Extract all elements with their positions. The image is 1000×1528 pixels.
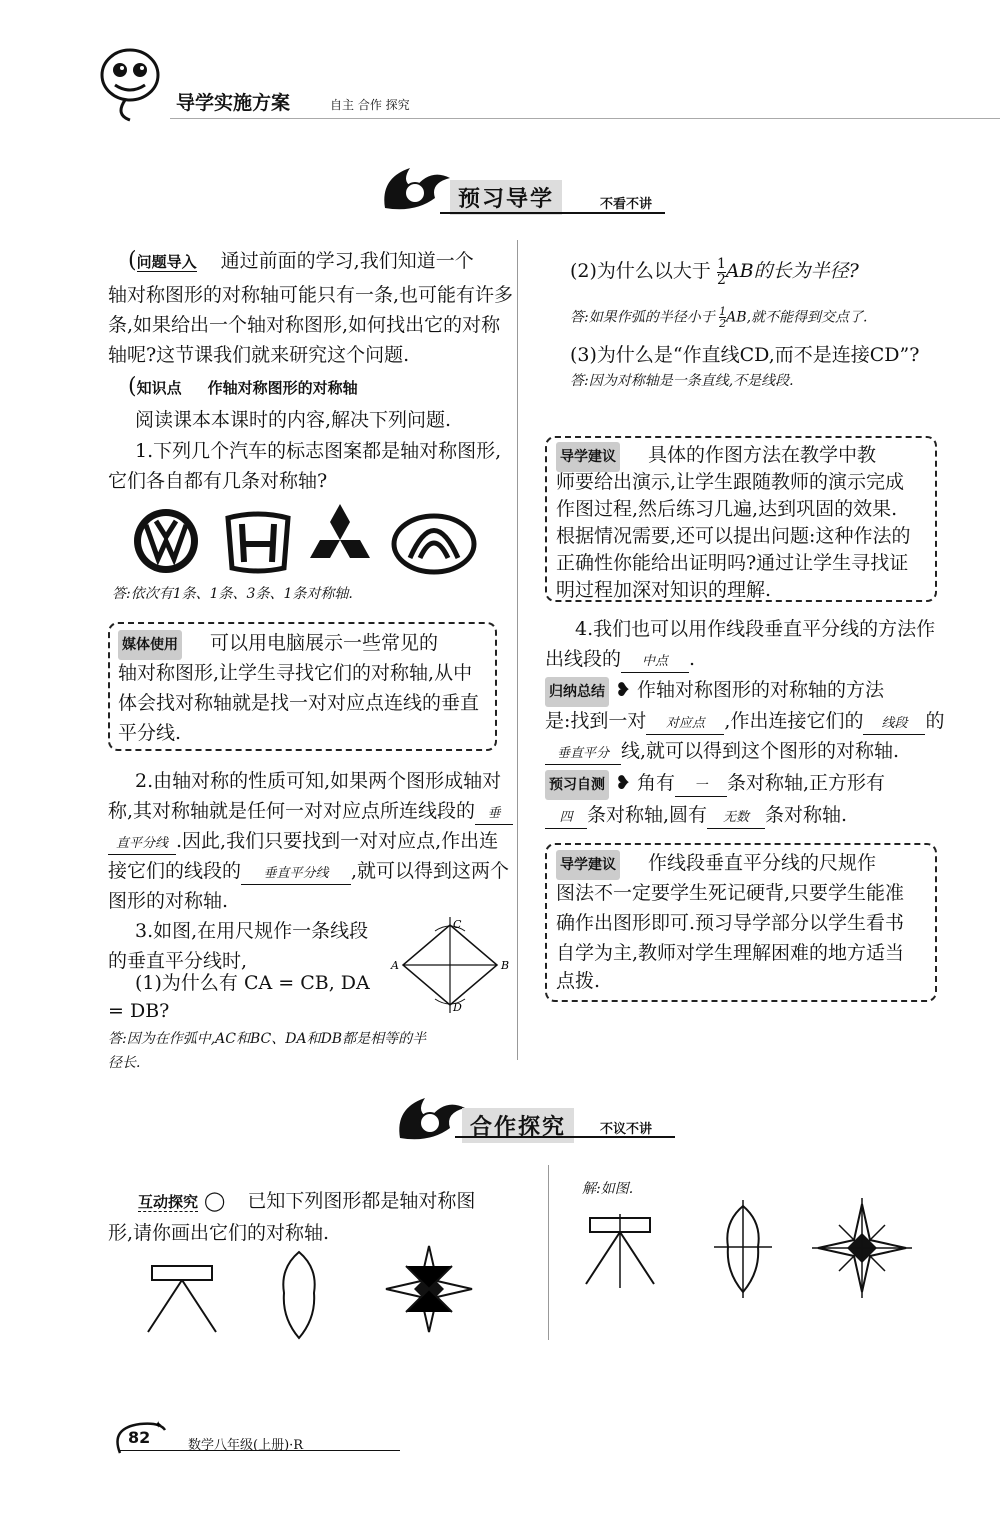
knowledge-read: 阅读课本本课时的内容,解决下列问题. xyxy=(135,409,452,431)
flame-icon xyxy=(375,158,455,218)
q1-answer: 答:依次有1条、1条、3条、1条对称轴. xyxy=(112,586,353,602)
roewe-logo-icon xyxy=(390,508,480,578)
right-ans2 xyxy=(570,306,867,329)
right-ans3: 答:因为对称轴是一条直线,不是线段. xyxy=(570,373,794,389)
advice2-line: 确作出图形即可.预习导学部分以学生看书 xyxy=(556,912,905,934)
knowledge-heading: (知识点 作轴对称图形的对称轴 xyxy=(128,374,358,399)
selftest-label: 预习自测 xyxy=(545,770,609,800)
q2-blank: 直平分线 xyxy=(108,834,176,855)
q2-blank: 垂 xyxy=(475,804,513,825)
header-rule xyxy=(170,118,1000,119)
intro-line: 条,如果给出一个轴对称图形,如何找出它的对称 xyxy=(108,314,501,336)
section1-title: 预习导学 xyxy=(450,180,562,215)
frac-den: 2 xyxy=(716,271,726,288)
media-line: 轴对称图形,让学生寻找它们的对称轴,从中 xyxy=(118,662,473,684)
intro-block: (问题导入 通过前面的学习,我们知道一个 xyxy=(128,248,474,273)
right-ans2-text: AB,就不能得到交点了. xyxy=(726,309,868,326)
q2-line: 图形的对称轴. xyxy=(108,890,229,912)
media-line: 平分线. xyxy=(118,722,182,744)
q4-line: 出线段的 中点 . xyxy=(545,644,695,674)
point-d-label: D xyxy=(453,1001,462,1014)
star-shape-figure xyxy=(384,1244,474,1334)
mitsubishi-logo-icon xyxy=(302,502,378,574)
header-title: 导学实施方案 xyxy=(176,92,291,114)
q2-text: .因此,我们只要找到一对对应点,作出连 xyxy=(176,830,499,852)
knowledge-title: 作轴对称图形的对称轴 xyxy=(207,379,358,397)
advice2-first-line xyxy=(556,848,876,880)
summary-line xyxy=(545,706,944,736)
star-shape-solution xyxy=(812,1198,912,1298)
right-q2-text: AB的长为半径? xyxy=(725,260,859,282)
selftest-text: 角有 xyxy=(637,772,676,794)
advice1-line: 明过程加深对知识的理解. xyxy=(556,579,772,601)
section2-title: 合作探究 xyxy=(462,1108,574,1143)
summary-label: 归纳总结 xyxy=(545,677,609,707)
point-c-label: C xyxy=(453,918,462,931)
column-divider xyxy=(548,1165,549,1340)
summary-text: ,作出连接它们的 xyxy=(724,710,864,732)
q4-text: 出线段的 xyxy=(545,648,622,670)
page-number: 82 xyxy=(128,1428,151,1447)
house-shape-solution xyxy=(578,1214,668,1289)
q3-line: 3.如图,在用尺规作一条线段 xyxy=(135,920,369,942)
q2-text: 称,其对称轴就是任何一对对应点所连线段的 xyxy=(108,800,476,822)
point-b-label: B xyxy=(501,959,510,972)
point-a-label: A xyxy=(391,959,399,972)
advice2-line: 点拨. xyxy=(556,970,601,992)
perpendicular-bisector-figure xyxy=(385,915,515,1015)
advice1-label: 导学建议 xyxy=(556,442,620,472)
advice1-line: 作图过程,然后练习几遍,达到巩固的效果. xyxy=(556,498,898,520)
frac-num: 1 xyxy=(719,305,727,318)
advice1-line: 师要给出演示,让学生跟随教师的演示完成 xyxy=(556,471,905,493)
explore-solution: 解:如图. xyxy=(582,1181,634,1197)
section2-rule xyxy=(455,1136,675,1138)
q3-answer: 答:因为在作弧中,AC和BC、DA和DB都是相等的半 xyxy=(108,1031,427,1047)
intro-label: 问题导入 xyxy=(136,253,197,271)
media-label: 媒体使用 xyxy=(118,630,182,660)
right-ans2-text: 答:如果作弧的半径小于 xyxy=(570,309,715,326)
q3-sub: (1)为什么有 CA = CB, DA xyxy=(135,972,370,994)
advice2-line: 作线段垂直平分线的尺规作 xyxy=(648,852,877,874)
media-line: 体会找对称轴就是找一对对应点连线的垂直 xyxy=(118,692,480,714)
media-line: 可以用电脑展示一些常见的 xyxy=(210,632,439,654)
column-divider xyxy=(517,240,518,1060)
explore-text: 已知下列图形都是轴对称图 xyxy=(247,1190,476,1212)
advice2-label: 导学建议 xyxy=(556,850,620,880)
mascot-icon xyxy=(95,40,165,125)
selftest-line: 预习自测 ❥ 角有 一 条对称轴,正方形有 xyxy=(545,768,885,800)
selftest-blank: 四 xyxy=(545,808,587,829)
intro-line: 轴呢?这节课我们就来研究这个问题. xyxy=(108,344,410,366)
selftest-blank: 一 xyxy=(675,776,727,797)
advice1-line: 根据情况需要,还可以提出问题:这种作法的 xyxy=(556,525,911,547)
right-q2-text: (2)为什么以大于 xyxy=(570,260,711,282)
frac-num: 1 xyxy=(716,255,726,272)
intro-line: 轴对称图形的对称轴可能只有一条,也可能有许多 xyxy=(108,284,514,306)
summary-text: 线,就可以得到这个图形的对称轴. xyxy=(621,740,900,762)
q2-text: ,就可以得到这两个 xyxy=(351,860,510,882)
advice2-line: 自学为主,教师对学生理解困难的地方适当 xyxy=(556,942,905,964)
footer-rule xyxy=(120,1450,400,1451)
right-q3: (3)为什么是“作直线CD,而不是连接CD”? xyxy=(570,344,920,366)
selftest-text: 条对称轴,圆有 xyxy=(587,804,708,826)
advice2-line: 图法不一定要学生死记硬背,只要学生能准 xyxy=(556,882,905,904)
summary-text: 作轴对称图形的对称轴的方法 xyxy=(637,679,885,701)
selftest-text: 条对称轴,正方形有 xyxy=(727,772,886,794)
house-shape-figure xyxy=(140,1262,225,1337)
q2-line xyxy=(108,856,509,886)
advice1-line: 正确性你能给出证明吗?通过让学生寻找证 xyxy=(556,552,909,574)
summary-line xyxy=(545,736,899,766)
explore-text: 形,请你画出它们的对称轴. xyxy=(108,1222,330,1244)
knowledge-label: 知识点 xyxy=(136,379,182,397)
section1-rule xyxy=(440,212,665,214)
intro-line: 通过前面的学习,我们知道一个 xyxy=(220,250,474,272)
honda-logo-icon xyxy=(220,510,300,575)
footer-book: 数学八年级(上册)·R xyxy=(188,1438,304,1453)
summary-line: 归纳总结 ❥ 作轴对称图形的对称轴的方法 xyxy=(545,675,884,707)
q4-line: 4.我们也可以用作线段垂直平分线的方法作 xyxy=(575,618,936,640)
q4-blank: 中点 xyxy=(621,652,689,673)
media-first-line xyxy=(118,628,438,660)
selftest-text: 条对称轴. xyxy=(765,804,848,826)
q2-text: 接它们的线段的 xyxy=(108,860,242,882)
summary-text: 是:找到一对 xyxy=(545,710,647,732)
summary-blank: 对应点 xyxy=(646,714,724,735)
selftest-blank: 无数 xyxy=(707,808,765,829)
q1-line: 它们各自都有几条对称轴? xyxy=(108,470,328,492)
frac-den: 2 xyxy=(719,317,727,330)
q3-answer: 径长. xyxy=(108,1055,141,1071)
q3-line: 的垂直平分线时, xyxy=(108,950,248,972)
q2-line: 2.由轴对称的性质可知,如果两个图形成轴对 xyxy=(135,770,502,792)
svg-text:✦: ✦ xyxy=(154,1420,163,1431)
header-subtitle: 自主 合作 探究 xyxy=(330,98,410,112)
right-q2 xyxy=(570,256,859,288)
explore-line: 互动探究 ◯ 已知下列图形都是轴对称图 xyxy=(138,1190,476,1212)
q2-blank: 垂直平分线 xyxy=(241,864,351,885)
q1-line: 1.下列几个汽车的标志图案都是轴对称图形, xyxy=(135,440,502,462)
selftest-line xyxy=(545,800,847,830)
volkswagen-logo-icon xyxy=(128,507,208,577)
q2-line xyxy=(108,796,513,826)
explore-label: 互动探究 xyxy=(138,1193,199,1211)
summary-blank: 线段 xyxy=(863,714,925,735)
q3-sub: = DB? xyxy=(108,1000,170,1022)
section2-sub: 不议不讲 xyxy=(600,1122,653,1137)
summary-blank: 垂直平分 xyxy=(545,744,621,765)
gourd-shape-figure xyxy=(272,1248,327,1343)
summary-text: 的 xyxy=(925,710,945,732)
advice1-line: 具体的作图方法在教学中教 xyxy=(648,444,877,466)
gourd-shape-solution xyxy=(708,1200,778,1300)
flame-icon xyxy=(390,1088,470,1148)
section1-sub: 不看不讲 xyxy=(600,197,653,212)
q2-line xyxy=(108,826,498,856)
